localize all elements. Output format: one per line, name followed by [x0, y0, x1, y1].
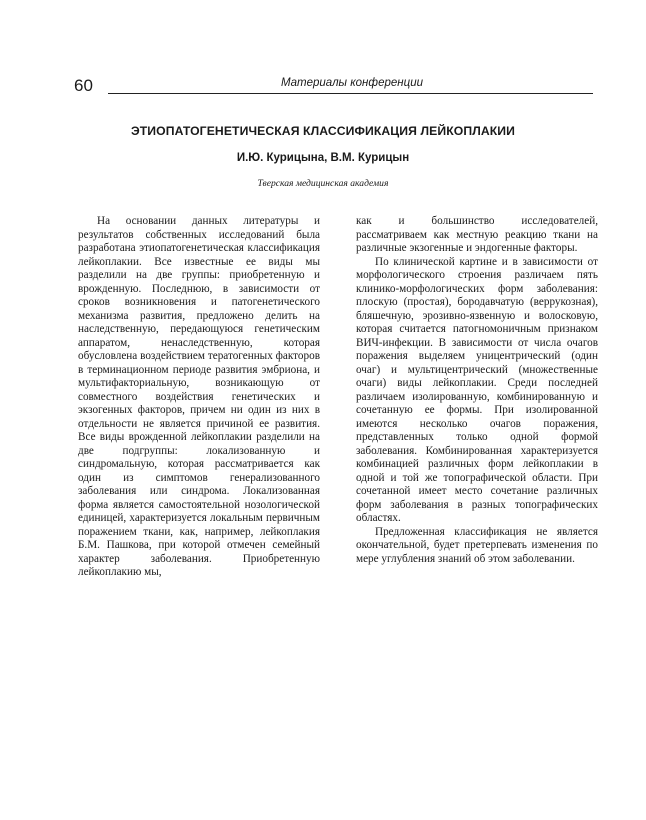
- article-title: ЭТИОПАТОГЕНЕТИЧЕСКАЯ КЛАССИФИКАЦИЯ ЛЕЙКОПЛАКИИ: [130, 124, 516, 138]
- article-affiliation: Тверская медицинская академия: [257, 178, 389, 189]
- body-paragraph-3: По клинической картине и в зависимости от морфологического строения различаем пять клинико-морфологических форм заболевания: плоскую (простая), бородавчатую (веррукозная), бляшечную, эрозивно-язвенную и волосковую, которая считается патогномоничным признаком ВИЧ-инфекции. В зависимости от числа очагов поражения выделяем уницентрический (один очаг) и мультицентрический (множественные очаги) виды лейкоплакии. Среди последней различаем изолированную, комбинированную и сочетанную ее формы. При изолированной имеются несколько очагов поражения, представленных только одной формой заболевания. Комбинированная характеризуется комбинацией различных форм лейкоплакии в одной и той же топографической области. При сочетанной имеет место сочетание различных форм заболевания в разных топографических областях.: [356, 255, 598, 524]
- page-number: 60: [74, 76, 93, 95]
- running-head: Материалы конференции: [280, 77, 423, 89]
- body-column-right: [356, 215, 598, 566]
- body-paragraph-4: Предложенная классификация не является окончательной, будет претерпевать изменения по мере углубления знаний об этом заболевании.: [356, 525, 598, 565]
- header-rule: [108, 93, 593, 94]
- body-paragraph-1: На основании данных литературы и результатов собственных исследований была разработана этиопатогенетическая классификация лейкоплакии. Все известные ее виды мы разделили на две группы: приобретенную и врожденную. Последнюю, в зависимости от сроков возникновения и патогенетического механизма развития, предложено делить на наследственную, передающуюся генетическим аппаратом, ненаследственную, которая обусловлена воздействием тератогенных факторов в терминационном периоде развития эмбриона, и мультифакториальную, возникающую от совместного воздействия генетических и экзогенных факторов, причем ни один из них в отдельности не является причиной ее развития. Все виды врожденной лейкоплакии разделили на две подгруппы: локализованную и синдромальную, которая рассматривается как один из симптомов генерализованного заболевания или синдрома. Локализованная форма является самостоятельной нозологической единицей, характеризуется локальным первичным поражением ткани, как, например, лейкоплакия Б.М. Пашкова, при которой отмечен семейный характер заболевания. Приобретенную лейкоплакию мы,: [78, 215, 320, 578]
- body-paragraph-2: как и большинство исследователей, рассматриваем как местную реакцию ткани на различные экзогенные и эндогенные факторы.: [356, 215, 598, 254]
- article-authors: И.Ю. Курицына, В.М. Курицын: [236, 152, 410, 164]
- body-column-left: [78, 215, 320, 580]
